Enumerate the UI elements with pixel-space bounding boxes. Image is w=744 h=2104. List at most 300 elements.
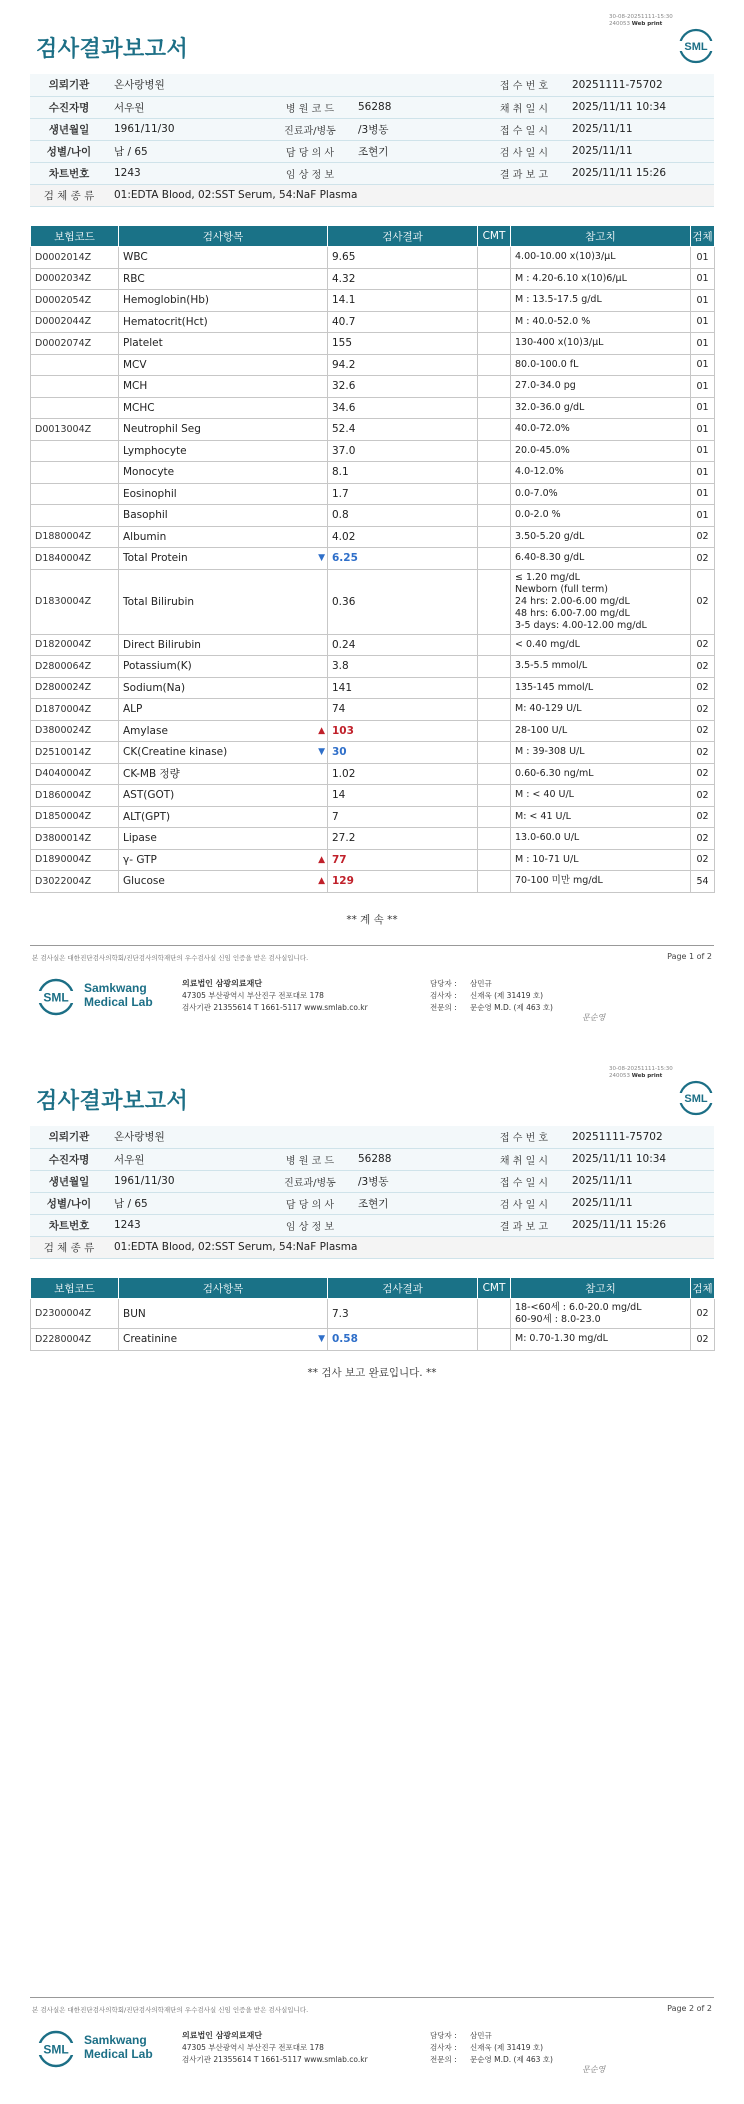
specimen-code-cell: 02 [691,548,715,570]
test-result-value: 74 [328,699,478,721]
test-result-value: 6.25 [328,548,478,570]
result-row [31,720,715,742]
col-result-header: 검사결과 [328,1278,478,1299]
insurance-code-cell: D1880004Z [31,526,119,548]
reference-range-line: M : 4.20-6.10 x(10)6/μL [515,272,627,284]
footer-accreditation-note: 본 검사실은 대한진단검사의학회/진단검사의학재단의 우수검사실 신임 인증을 받은 검사실입니다. [32,2006,309,2014]
patient-info-table [30,74,714,207]
reference-range-cell [511,634,691,656]
chart-value: 1243 [108,1214,268,1236]
reference-range-line: Newborn (full term) [515,583,608,595]
signature: 문순영 [582,2065,606,2074]
footer-staff [430,978,553,1014]
reference-range-cell [511,849,691,871]
result-row [31,785,715,807]
receipt-date-label: 접 수 일 시 [482,1170,566,1192]
doctor-label: 담 당 의 사 [268,1192,352,1214]
specimen-code-cell: 01 [691,290,715,312]
test-item-cell [119,462,328,484]
result-row [31,311,715,333]
test-item-cell [119,720,328,742]
reference-range-cell [511,462,691,484]
specimen-code-cell: 02 [691,569,715,634]
dept-label: 진료과/병동 [268,1170,352,1192]
test-item-cell [119,1299,328,1329]
receipt-no-value: 20251111-75702 [566,1126,714,1148]
staff-value-3: 문순영 M.D. (제 463 호) [470,1003,553,1012]
staff-label-2: 검사자 : [430,2043,457,2052]
test-item-cell [119,656,328,678]
report-label: 결 과 보 고 [482,162,566,184]
insurance-code-cell [31,354,119,376]
specimen-code-cell: 01 [691,505,715,527]
specimen-value: 01:EDTA Blood, 02:SST Serum, 54:NaF Plasma [108,1236,714,1258]
reference-range-cell [511,828,691,850]
comment-cell [478,656,511,678]
reference-range-line: 24 hrs: 2.00-6.00 mg/dL [515,595,630,607]
dept-value: /3병동 [352,1170,482,1192]
print-stamp-datetime: 30-08-20251111-15:30 [609,1066,673,1072]
staff-label-1: 담당자 : [430,979,457,988]
comment-cell [478,354,511,376]
test-result-value: 77 [328,849,478,871]
comment-cell [478,505,511,527]
reference-range-cell [511,397,691,419]
sex-age-value: 남 / 65 [108,1192,268,1214]
sml-footer-logo-icon [36,977,76,1017]
reference-range-line: < 0.40 mg/dL [515,638,580,650]
specimen-code-cell: 01 [691,440,715,462]
print-stamp [609,14,673,28]
col-item-header: 검사항목 [119,1278,328,1299]
comment-cell [478,526,511,548]
test-result-value: 103 [328,720,478,742]
test-date-label: 검 사 일 시 [482,1192,566,1214]
insurance-code-cell: D2800024Z [31,677,119,699]
result-row [31,569,715,634]
reference-range-line: M: 40-129 U/L [515,703,582,715]
test-item-name: MCV [123,358,147,371]
comment-cell [478,268,511,290]
insurance-code-cell: D2510014Z [31,742,119,764]
test-item-name: Lipase [123,832,157,845]
specimen-code-cell: 01 [691,483,715,505]
high-flag-icon: ▲ [318,725,325,736]
chart-value: 1243 [108,162,268,184]
test-result-value: 40.7 [328,311,478,333]
test-item-name: Hemoglobin(Hb) [123,294,210,307]
col-code-header: 보험코드 [31,226,119,247]
result-row [31,763,715,785]
test-item-name: Total Protein [123,552,188,565]
result-row [31,1299,715,1329]
result-row [31,290,715,312]
test-result-value: 155 [328,333,478,355]
comment-cell [478,828,511,850]
reference-range-cell [511,699,691,721]
clinical-value [352,1214,482,1236]
footer-divider [30,1997,714,1998]
footer-org [182,978,368,1014]
insurance-code-cell [31,483,119,505]
reference-range-line: 0.60-6.30 ng/mL [515,767,594,779]
insurance-code-cell: D0013004Z [31,419,119,441]
receipt-no-value: 20251111-75702 [566,74,714,96]
reference-range-cell [511,247,691,269]
comment-cell [478,677,511,699]
reference-range-line: 20.0-45.0% [515,444,570,456]
page-number: Page 2 of 2 [667,2004,712,2013]
comment-cell [478,311,511,333]
report-page-2 [0,1052,744,2104]
result-row [31,247,715,269]
org-name: 의료법인 삼광의료재단 [182,979,263,988]
result-row [31,656,715,678]
reference-range-cell [511,742,691,764]
collect-label: 채 취 일 시 [482,96,566,118]
test-item-cell [119,376,328,398]
reference-range-line: 40.0-72.0% [515,423,570,435]
result-row [31,440,715,462]
test-result-value: 3.8 [328,656,478,678]
col-code-header: 보험코드 [31,1278,119,1299]
insurance-code-cell: D2800064Z [31,656,119,678]
comment-cell [478,806,511,828]
reference-range-cell [511,677,691,699]
specimen-code-cell: 02 [691,1329,715,1351]
print-stamp-tag: Web print [631,1073,663,1079]
test-item-cell [119,677,328,699]
doctor-label: 담 당 의 사 [268,140,352,162]
org-contact: 검사기관 21355614 T 1661-5117 www.smlab.co.kr [182,1003,368,1012]
birth-label: 생년월일 [30,118,108,140]
sml-logo-icon [678,28,714,64]
test-result-value: 0.24 [328,634,478,656]
specimen-code-cell: 02 [691,742,715,764]
reference-range-line: M : < 40 U/L [515,789,574,801]
logo-name-line1: Samkwang [84,2033,147,2047]
org-address: 47305 부산광역시 부산진구 전포대로 178 [182,2043,324,2052]
staff-value-3: 문순영 M.D. (제 463 호) [470,2055,553,2064]
reference-range-line: 48 hrs: 6.00-7.00 mg/dL [515,607,630,619]
test-item-cell [119,871,328,893]
reference-range-line: 70-100 미만 mg/dL [515,875,603,887]
reference-range-line: 135-145 mmol/L [515,681,594,693]
reference-range-cell [511,1299,691,1329]
comment-cell [478,763,511,785]
reference-range-line: 0.0-2.0 % [515,509,561,521]
report-value: 2025/11/11 15:26 [566,1214,714,1236]
test-item-cell [119,742,328,764]
col-spec-header: 검체 [691,1278,715,1299]
test-item-cell [119,849,328,871]
reference-range-cell [511,440,691,462]
collect-label: 채 취 일 시 [482,1148,566,1170]
test-result-value: 4.32 [328,268,478,290]
insurance-code-cell [31,505,119,527]
specimen-code-cell: 02 [691,1299,715,1329]
insurance-code-cell: D1820004Z [31,634,119,656]
test-item-cell [119,440,328,462]
specimen-code-cell: 02 [691,634,715,656]
test-item-name: ALP [123,703,143,716]
test-item-cell [119,419,328,441]
insurance-code-cell: D3800024Z [31,720,119,742]
sml-footer-logo-text: SML [43,2042,69,2057]
test-item-name: Platelet [123,337,163,350]
clinical-value [352,162,482,184]
staff-value-1: 삼민규 [470,979,492,988]
test-item-name: Albumin [123,530,167,543]
test-date-label: 검 사 일 시 [482,140,566,162]
patient-name-label: 수진자명 [30,96,108,118]
reference-range-cell [511,268,691,290]
receipt-date-label: 접 수 일 시 [482,118,566,140]
clinical-label: 임 상 정 보 [268,1214,352,1236]
staff-label-1: 담당자 : [430,2031,457,2040]
sml-logo-text: SML [684,41,708,53]
test-item-name: CK(Creatine kinase) [123,746,228,759]
result-row [31,462,715,484]
test-result-value: 14.1 [328,290,478,312]
reference-range-cell [511,871,691,893]
specimen-label: 검 체 종 류 [30,184,108,206]
reference-range-line: 80.0-100.0 fL [515,358,579,370]
specimen-code-cell: 02 [691,828,715,850]
insurance-code-cell: D1830004Z [31,569,119,634]
test-result-value: 0.8 [328,505,478,527]
footer-logo [36,975,156,1019]
sml-footer-logo-text: SML [43,990,69,1005]
test-result-value: 7 [328,806,478,828]
reference-range-cell [511,311,691,333]
test-item-name: Creatinine [123,1333,178,1346]
test-item-cell [119,483,328,505]
reference-range-cell [511,1329,691,1351]
hosp-code-label: 병 원 코 드 [268,1148,352,1170]
comment-cell [478,419,511,441]
birth-value: 1961/11/30 [108,1170,268,1192]
low-flag-icon: ▼ [318,553,325,564]
report-label: 결 과 보 고 [482,1214,566,1236]
test-item-cell [119,333,328,355]
reference-range-line: 3.5-5.5 mmol/L [515,660,588,672]
test-item-name: Eosinophil [123,487,177,500]
test-item-cell [119,785,328,807]
result-row [31,333,715,355]
reference-range-cell [511,806,691,828]
test-date-value: 2025/11/11 [566,140,714,162]
test-result-value: 7.3 [328,1299,478,1329]
insurance-code-cell: D3022004Z [31,871,119,893]
test-item-cell [119,268,328,290]
comment-cell [478,1329,511,1351]
test-item-name: Potassium(K) [123,660,192,673]
reference-range-line: 130-400 x(10)3/μL [515,337,604,349]
test-item-cell [119,526,328,548]
test-result-value: 8.1 [328,462,478,484]
test-item-cell [119,634,328,656]
hospital-value: 온사랑병원 [108,1126,482,1148]
test-item-cell [119,763,328,785]
insurance-code-cell: D3800014Z [31,828,119,850]
test-item-cell [119,290,328,312]
footer-accreditation-note: 본 검사실은 대한진단검사의학회/진단검사의학재단의 우수검사실 신임 인증을 받은 검사실입니다. [32,954,309,962]
hospital-value: 온사랑병원 [108,74,482,96]
print-stamp-id: 240053 [609,1073,630,1079]
test-item-cell [119,569,328,634]
specimen-code-cell: 02 [691,699,715,721]
specimen-code-cell: 01 [691,268,715,290]
test-item-name: ALT(GPT) [123,810,171,823]
specimen-code-cell: 02 [691,677,715,699]
reference-range-line: M : 13.5-17.5 g/dL [515,294,602,306]
reference-range-cell [511,720,691,742]
dept-label: 진료과/병동 [268,118,352,140]
page-number: Page 1 of 2 [667,952,712,961]
reference-range-line: 28-100 U/L [515,724,568,736]
patient-name-value: 서우원 [108,96,268,118]
reference-range-line: 60-90세 : 8.0-23.0 [515,1313,601,1325]
insurance-code-cell: D0002014Z [31,247,119,269]
comment-cell [478,376,511,398]
specimen-code-cell: 01 [691,376,715,398]
result-row [31,397,715,419]
result-row [31,699,715,721]
comment-cell [478,699,511,721]
clinical-label: 임 상 정 보 [268,162,352,184]
test-item-name: Amylase [123,724,168,737]
test-item-name: Neutrophil Seg [123,423,201,436]
test-result-value: 1.7 [328,483,478,505]
test-item-name: Lymphocyte [123,444,187,457]
footer-divider [30,945,714,946]
test-result-value: 1.02 [328,763,478,785]
hosp-code-value: 56288 [352,96,482,118]
test-item-name: MCHC [123,401,155,414]
staff-label-3: 전문의 : [430,2055,457,2064]
specimen-code-cell: 01 [691,333,715,355]
reference-range-line: 27.0-34.0 pg [515,380,576,392]
chart-label: 차트번호 [30,1214,108,1236]
test-item-cell [119,1329,328,1351]
hospital-label: 의뢰기관 [30,74,108,96]
test-result-value: 4.02 [328,526,478,548]
test-result-value: 129 [328,871,478,893]
patient-info-table [30,1126,714,1259]
insurance-code-cell: D1890004Z [31,849,119,871]
test-result-value: 52.4 [328,419,478,441]
result-row [31,677,715,699]
test-result-value: 141 [328,677,478,699]
reference-range-cell [511,333,691,355]
result-row [31,828,715,850]
reference-range-cell [511,419,691,441]
comment-cell [478,720,511,742]
test-item-name: Hematocrit(Hct) [123,315,208,328]
comment-cell [478,290,511,312]
comment-cell [478,397,511,419]
print-stamp-datetime: 30-08-20251111-15:30 [609,14,673,20]
specimen-code-cell: 02 [691,806,715,828]
specimen-code-cell: 02 [691,656,715,678]
specimen-code-cell: 02 [691,526,715,548]
test-item-name: MCH [123,380,148,393]
reference-range-line: 3-5 days: 4.00-12.00 mg/dL [515,619,647,631]
comment-cell [478,333,511,355]
low-flag-icon: ▼ [318,747,325,758]
col-item-header: 검사항목 [119,226,328,247]
test-result-value: 94.2 [328,354,478,376]
reference-range-line: M: < 41 U/L [515,810,571,822]
comment-cell [478,785,511,807]
result-row [31,505,715,527]
insurance-code-cell [31,462,119,484]
report-value: 2025/11/11 15:26 [566,162,714,184]
test-result-value: 34.6 [328,397,478,419]
reference-range-line: 4.0-12.0% [515,466,564,478]
test-item-cell [119,505,328,527]
sml-logo-icon [678,1080,714,1116]
test-result-value: 30 [328,742,478,764]
test-item-name: CK-MB 정량 [123,768,180,781]
test-item-cell [119,548,328,570]
staff-value-2: 신재욱 (제 31419 호) [470,2043,544,2052]
test-result-value: 32.6 [328,376,478,398]
sex-age-label: 성별/나이 [30,1192,108,1214]
result-row [31,268,715,290]
chart-label: 차트번호 [30,162,108,184]
staff-label-2: 검사자 : [430,991,457,1000]
test-item-name: Direct Bilirubin [123,638,201,651]
patient-name-value: 서우원 [108,1148,268,1170]
result-row [31,376,715,398]
report-complete-note: ** 검사 보고 완료입니다. ** [307,1367,437,1379]
staff-value-1: 삼민규 [470,2031,492,2040]
specimen-code-cell: 01 [691,354,715,376]
insurance-code-cell: D0002044Z [31,311,119,333]
birth-value: 1961/11/30 [108,118,268,140]
reference-range-cell [511,763,691,785]
print-stamp-id: 240053 [609,21,630,27]
insurance-code-cell: D2280004Z [31,1329,119,1351]
reference-range-cell [511,483,691,505]
specimen-code-cell: 01 [691,311,715,333]
test-result-value: 9.65 [328,247,478,269]
test-result-value: 14 [328,785,478,807]
reference-range-line: 3.50-5.20 g/dL [515,530,585,542]
comment-cell [478,247,511,269]
reference-range-line: 0.0-7.0% [515,487,558,499]
result-row [31,548,715,570]
specimen-code-cell: 01 [691,419,715,441]
insurance-code-cell: D2300004Z [31,1299,119,1329]
insurance-code-cell: D0002034Z [31,268,119,290]
footer-org [182,2030,368,2066]
result-row [31,849,715,871]
specimen-code-cell: 02 [691,785,715,807]
reference-range-line: 4.00-10.00 x(10)3/μL [515,251,616,263]
comment-cell [478,440,511,462]
comment-cell [478,483,511,505]
logo-name-line2: Medical Lab [84,2047,153,2061]
test-item-name: Basophil [123,509,168,522]
reference-range-cell [511,354,691,376]
sex-age-value: 남 / 65 [108,140,268,162]
hosp-code-label: 병 원 코 드 [268,96,352,118]
sml-logo-text: SML [684,1093,708,1105]
col-result-header: 검사결과 [328,226,478,247]
